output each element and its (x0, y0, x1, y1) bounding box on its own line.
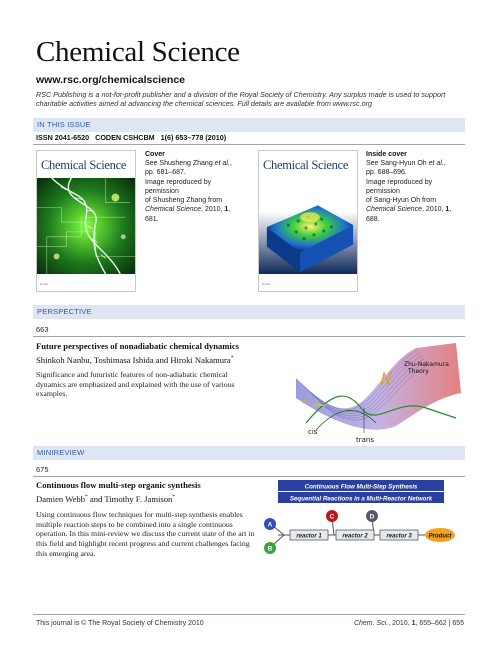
corresponding-mark: * (172, 494, 176, 501)
nanohole-array-cover-art (259, 177, 357, 275)
trans-label: trans (356, 436, 374, 444)
reactor-3-label: reactor 3 (386, 533, 412, 540)
cover-ref-journal: Chemical Science (145, 206, 202, 214)
footer-divider (33, 614, 465, 615)
footer-pages: , 655–662 | 655 (415, 620, 464, 627)
article-page-number: 675 (36, 465, 49, 474)
cover-et-al: et al. (428, 160, 444, 168)
cover-ref-journal: Chemical Science (366, 206, 423, 214)
authors-text: Shinkoh Nanbu, Toshimasa Ishida and Hiroki Nakamura (36, 355, 231, 365)
article-authors (36, 494, 175, 504)
cover-journal-title: Chemical Science (41, 158, 127, 172)
cover-credit-1: Image reproduced by permission (145, 178, 212, 195)
footer-year: , 2010, (388, 620, 412, 627)
flow-synthesis-figure (262, 478, 466, 560)
node-d-label: D (369, 513, 375, 521)
journal-url[interactable]: www.rsc.org/chemicalscience (36, 74, 186, 86)
node-a-label: A (267, 521, 273, 529)
theory-label: Theory (408, 368, 429, 375)
dna-circuit-cover-art (37, 177, 135, 275)
author-1: Damien Webb (36, 494, 86, 504)
section-bar-in-this-issue: IN THIS ISSUE (33, 118, 465, 132)
flow-banner-subtitle: Sequential Reactions in a Multi-Reactor Network (289, 495, 433, 503)
section-bar-minireview: MINIREVIEW (33, 446, 465, 460)
issn-line: ISSN 2041-6520 CODEN CSHCBM 1(6) 653–778 (2010) (36, 133, 227, 142)
cover-pages[interactable]: pp. 681–687. (145, 169, 186, 177)
product-label: Product (428, 533, 452, 540)
cover-image[interactable] (36, 150, 136, 292)
divider (33, 476, 465, 477)
cover-footer: ▪▪▪ ▪▪▪▪ (262, 282, 271, 286)
cover-credit-2: of Sang-Hyun Oh from (366, 197, 437, 205)
potential-energy-surface-figure (286, 338, 466, 446)
article-title[interactable]: Future perspectives of nonadiabatic chemical dynamics (36, 341, 239, 351)
corresponding-mark: * (85, 494, 88, 501)
node-c-label: C (329, 513, 335, 521)
footer-copyright: This journal is © The Royal Society of Chemistry 2010 (36, 620, 204, 627)
cover-heading: Inside cover (366, 151, 407, 158)
zhu-nakamura-label: Zhu-Nakamura (404, 361, 449, 368)
cis-label: cis (308, 428, 318, 436)
article-title[interactable]: Continuous flow multi-step organic synthesis (36, 480, 201, 490)
cover-ref-year: , 2010, (201, 206, 225, 214)
cover-see-line: See Sang-Hyun Oh et al., (366, 160, 446, 168)
footer-citation (354, 620, 464, 627)
cover-credit-1: Image reproduced by permission (366, 178, 433, 195)
article-abstract: Significance and futuristic features of non-adiabatic chemical dynamics are emphasized and explained with the use of various examples. (36, 370, 235, 399)
journal-title: Chemical Science (36, 36, 240, 68)
article-page-number: 663 (36, 325, 49, 334)
cover-et-al: et al. (214, 160, 230, 168)
cover-ref-vol: 1 (445, 206, 450, 214)
corresponding-mark: * (230, 355, 234, 362)
reactor-1-label: reactor 1 (296, 533, 322, 540)
section-bar-perspective: PERSPECTIVE (33, 305, 465, 319)
cover-credit-2: of Shusheng Zhang from (145, 197, 223, 205)
inside-cover-caption (366, 150, 461, 224)
cover-pages[interactable]: pp. 688–696. (366, 169, 407, 177)
footer-volume: 1 (411, 620, 416, 627)
inside-cover-image[interactable] (258, 150, 358, 292)
divider (33, 336, 465, 337)
cover-ref-pages: , 688. (366, 206, 452, 223)
cover-ref-year: , 2010, (422, 206, 446, 214)
article-authors (36, 355, 233, 365)
flow-banner-title: Continuous Flow Multi-Step Synthesis (304, 483, 418, 491)
divider (33, 144, 465, 145)
cover-ref-pages: , 681. (145, 206, 231, 223)
cover-caption (145, 150, 240, 224)
cover-journal-title: Chemical Science (263, 158, 349, 172)
cover-footer: ▪▪▪ ▪▪▪▪ (40, 282, 49, 286)
node-b-label: B (267, 545, 273, 553)
cover-reference (145, 205, 240, 223)
cover-see-prefix: See Sang-Hyun Oh (366, 160, 429, 168)
article-abstract: Using continuous flow techniques for multi-step synthesis enables multiple reaction steps to be combined into a single continuous operation. In this mini-review we discuss the current state of the art in this field and highlight recent progress and current challenges facing this emerging area. (36, 510, 255, 558)
cover-see-line: See Shusheng Zhang et al., (145, 160, 232, 168)
publisher-note: RSC Publishing is a not-for-profit publisher and a division of the Royal Society of Chemistry. Any surplus made is used to support charitable activities aimed at advancing the chemical sciences. Full details are available from www.rsc.org (36, 90, 446, 109)
hv-label: hν (302, 398, 311, 406)
cover-ref-vol: 1 (224, 206, 229, 214)
cover-reference (366, 205, 461, 223)
cover-heading: Cover (145, 151, 165, 158)
reactor-2-label: reactor 2 (342, 533, 368, 540)
author-2: and Timothy F. Jamison (87, 494, 173, 504)
footer-journal: Chem. Sci. (353, 620, 389, 627)
cover-see-prefix: See Shusheng Zhang (145, 160, 215, 168)
